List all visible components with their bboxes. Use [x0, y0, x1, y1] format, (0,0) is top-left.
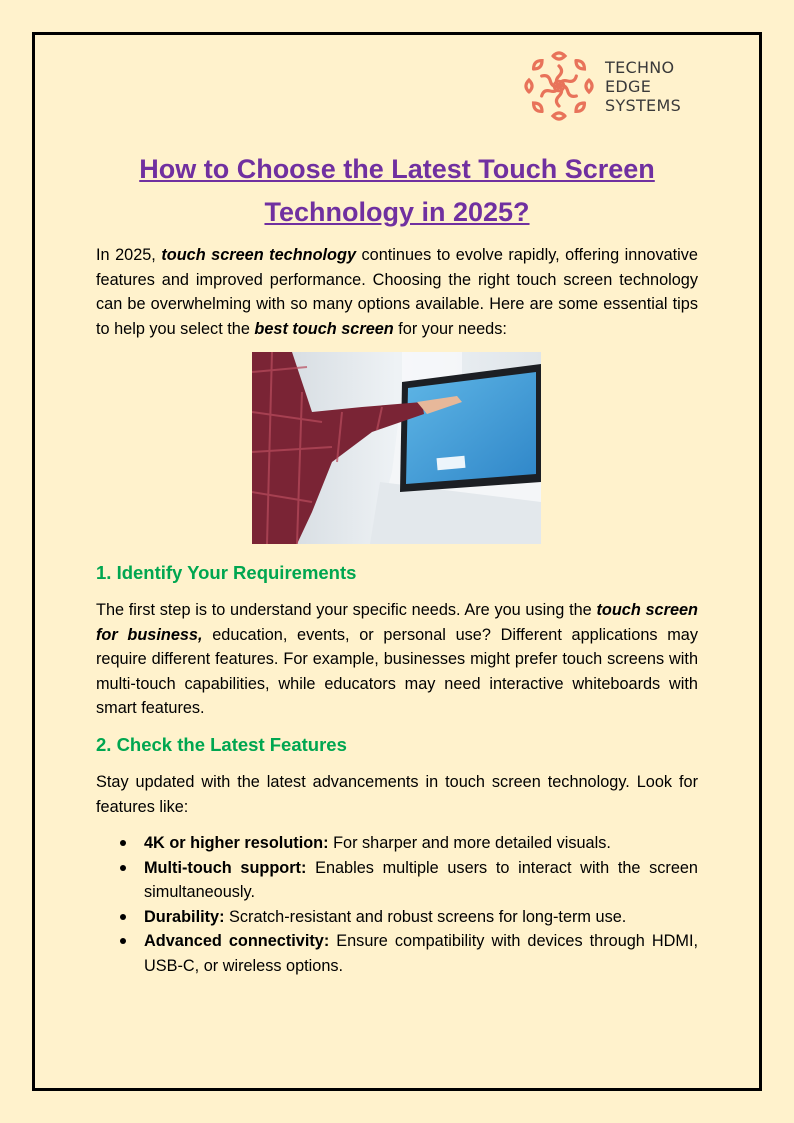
feature-text: Scratch-resistant and robust screens for long-term use.	[224, 907, 627, 926]
intro-emphasis-2: best touch screen	[254, 319, 394, 338]
feature-text: Ensure compatibility with devices through HDMI, USB-C, or wireless options.	[144, 932, 698, 975]
section-heading-features: 2. Check the Latest Features	[96, 734, 347, 755]
features-list	[96, 831, 698, 979]
logo-wordmark	[605, 58, 681, 115]
list-item	[96, 856, 698, 905]
feature-label: 4K or higher resolution:	[144, 834, 329, 852]
logo-line-1: TECHNO	[605, 58, 675, 77]
list-item	[96, 905, 698, 930]
company-logo	[522, 50, 692, 120]
intro-paragraph	[96, 243, 698, 341]
feature-text: Enables multiple users to interact with the screen simultaneously.	[144, 858, 698, 902]
feature-label: Durability:	[144, 907, 225, 926]
intro-text-2: continues to evolve rapidly, offering innovative features and improved performance. Choosing the right touch screen technology can be overwhelming with so many options available. Here are some essential tips to help you select the	[96, 246, 698, 338]
feature-text: For sharper and more detailed visuals.	[328, 834, 611, 852]
intro-emphasis-1: touch screen technology	[161, 246, 357, 264]
intro-text-3: for your needs:	[393, 319, 507, 338]
requirements-paragraph	[96, 598, 698, 721]
intro-text-1: In 2025,	[96, 246, 162, 264]
logo-line-2: EDGE	[605, 77, 652, 96]
feature-label: Multi-touch support:	[144, 858, 307, 877]
page-title[interactable]: How to Choose the Latest Touch Screen Technology in 2025?	[139, 154, 655, 227]
requirements-text-2: education, events, or personal use? Different applications may require different features. For example, businesses might prefer touch screens with multi-touch capabilities, while educators may need interactive whiteboards with smart features.	[96, 625, 698, 718]
sun-swirl-logo-icon	[522, 50, 596, 122]
feature-label: Advanced connectivity:	[144, 932, 330, 951]
touch-kiosk-photo	[252, 352, 541, 544]
section-heading-requirements: 1. Identify Your Requirements	[96, 562, 357, 583]
requirements-emphasis: touch screen for business,	[96, 601, 698, 644]
list-item	[96, 831, 698, 856]
features-intro: Stay updated with the latest advancements in touch screen technology. Look for features like:	[96, 773, 698, 816]
list-item	[96, 929, 698, 978]
requirements-text-1: The first step is to understand your specific needs. Are you using the	[96, 601, 597, 619]
logo-line-3: SYSTEMS	[605, 96, 682, 115]
